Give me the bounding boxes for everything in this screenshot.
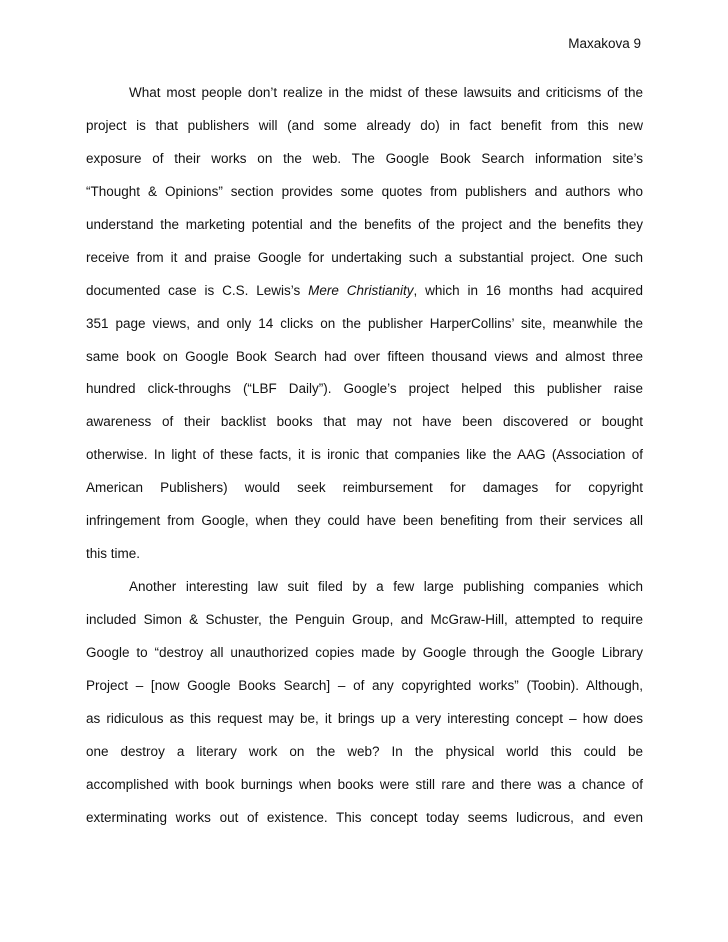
text-line: project is that publishers will (and some already do) in fact benefit from this new [86, 117, 643, 133]
running-head: Maxakova 9 [568, 36, 641, 51]
text-line: exposure of their works on the web. The Google Book Search information site’s [86, 150, 643, 166]
text-line-with-title [86, 281, 643, 314]
text-line: as ridiculous as this request may be, it brings up a very interesting concept – how does [86, 710, 643, 726]
text-line: hundred click-throughs (“LBF Daily”). Google’s project helped this publisher raise [86, 381, 643, 397]
text-line: included Simon & Schuster, the Penguin Group, and McGraw-Hill, attempted to require [86, 612, 643, 627]
text-line: awareness of their backlist books that may not have been discovered or bought [86, 414, 643, 430]
text-line: What most people don’t realize in the midst of these lawsuits and criticisms of the [129, 85, 643, 100]
text-line: American Publishers) would seek reimbursement for damages for copyright [86, 480, 643, 496]
book-title: Mere Christianity [308, 282, 414, 298]
text-line: understand the marketing potential and the benefits of the project and the benefits they [86, 216, 643, 232]
text-line: one destroy a literary work on the web? In the physical world this could be [86, 743, 643, 759]
text-line: “Thought & Opinions” section provides some quotes from publishers and authors who [86, 183, 643, 199]
text-line: receive from it and praise Google for undertaking such a substantial project. One such [86, 249, 643, 265]
text-line: 351 page views, and only 14 clicks on the publisher HarperCollins’ site, meanwhile the [86, 315, 643, 331]
text-segment: documented case is C.S. Lewis’s [86, 282, 309, 298]
text-line: exterminating works out of existence. This concept today seems ludicrous, and even [86, 809, 643, 825]
body-text [86, 83, 643, 841]
text-line: accomplished with book burnings when books were still rare and there was a chance of [86, 776, 643, 792]
text-line: otherwise. In light of these facts, it is ironic that companies like the AAG (Association of [86, 447, 643, 463]
text-line: this time. [86, 546, 141, 562]
text-line: Another interesting law suit filed by a few large publishing companies which [129, 579, 643, 595]
text-line: Project – [now Google Books Search] – of any copyrighted works” (Toobin). Although, [86, 677, 643, 693]
text-line: Google to “destroy all unauthorized copies made by Google through the Google Library [86, 644, 643, 660]
text-line: infringement from Google, when they could have been benefiting from their services all [86, 513, 643, 529]
text-line: same book on Google Book Search had over fifteen thousand views and almost three [86, 348, 643, 364]
text-segment: , which in 16 months had acquired [413, 282, 644, 298]
